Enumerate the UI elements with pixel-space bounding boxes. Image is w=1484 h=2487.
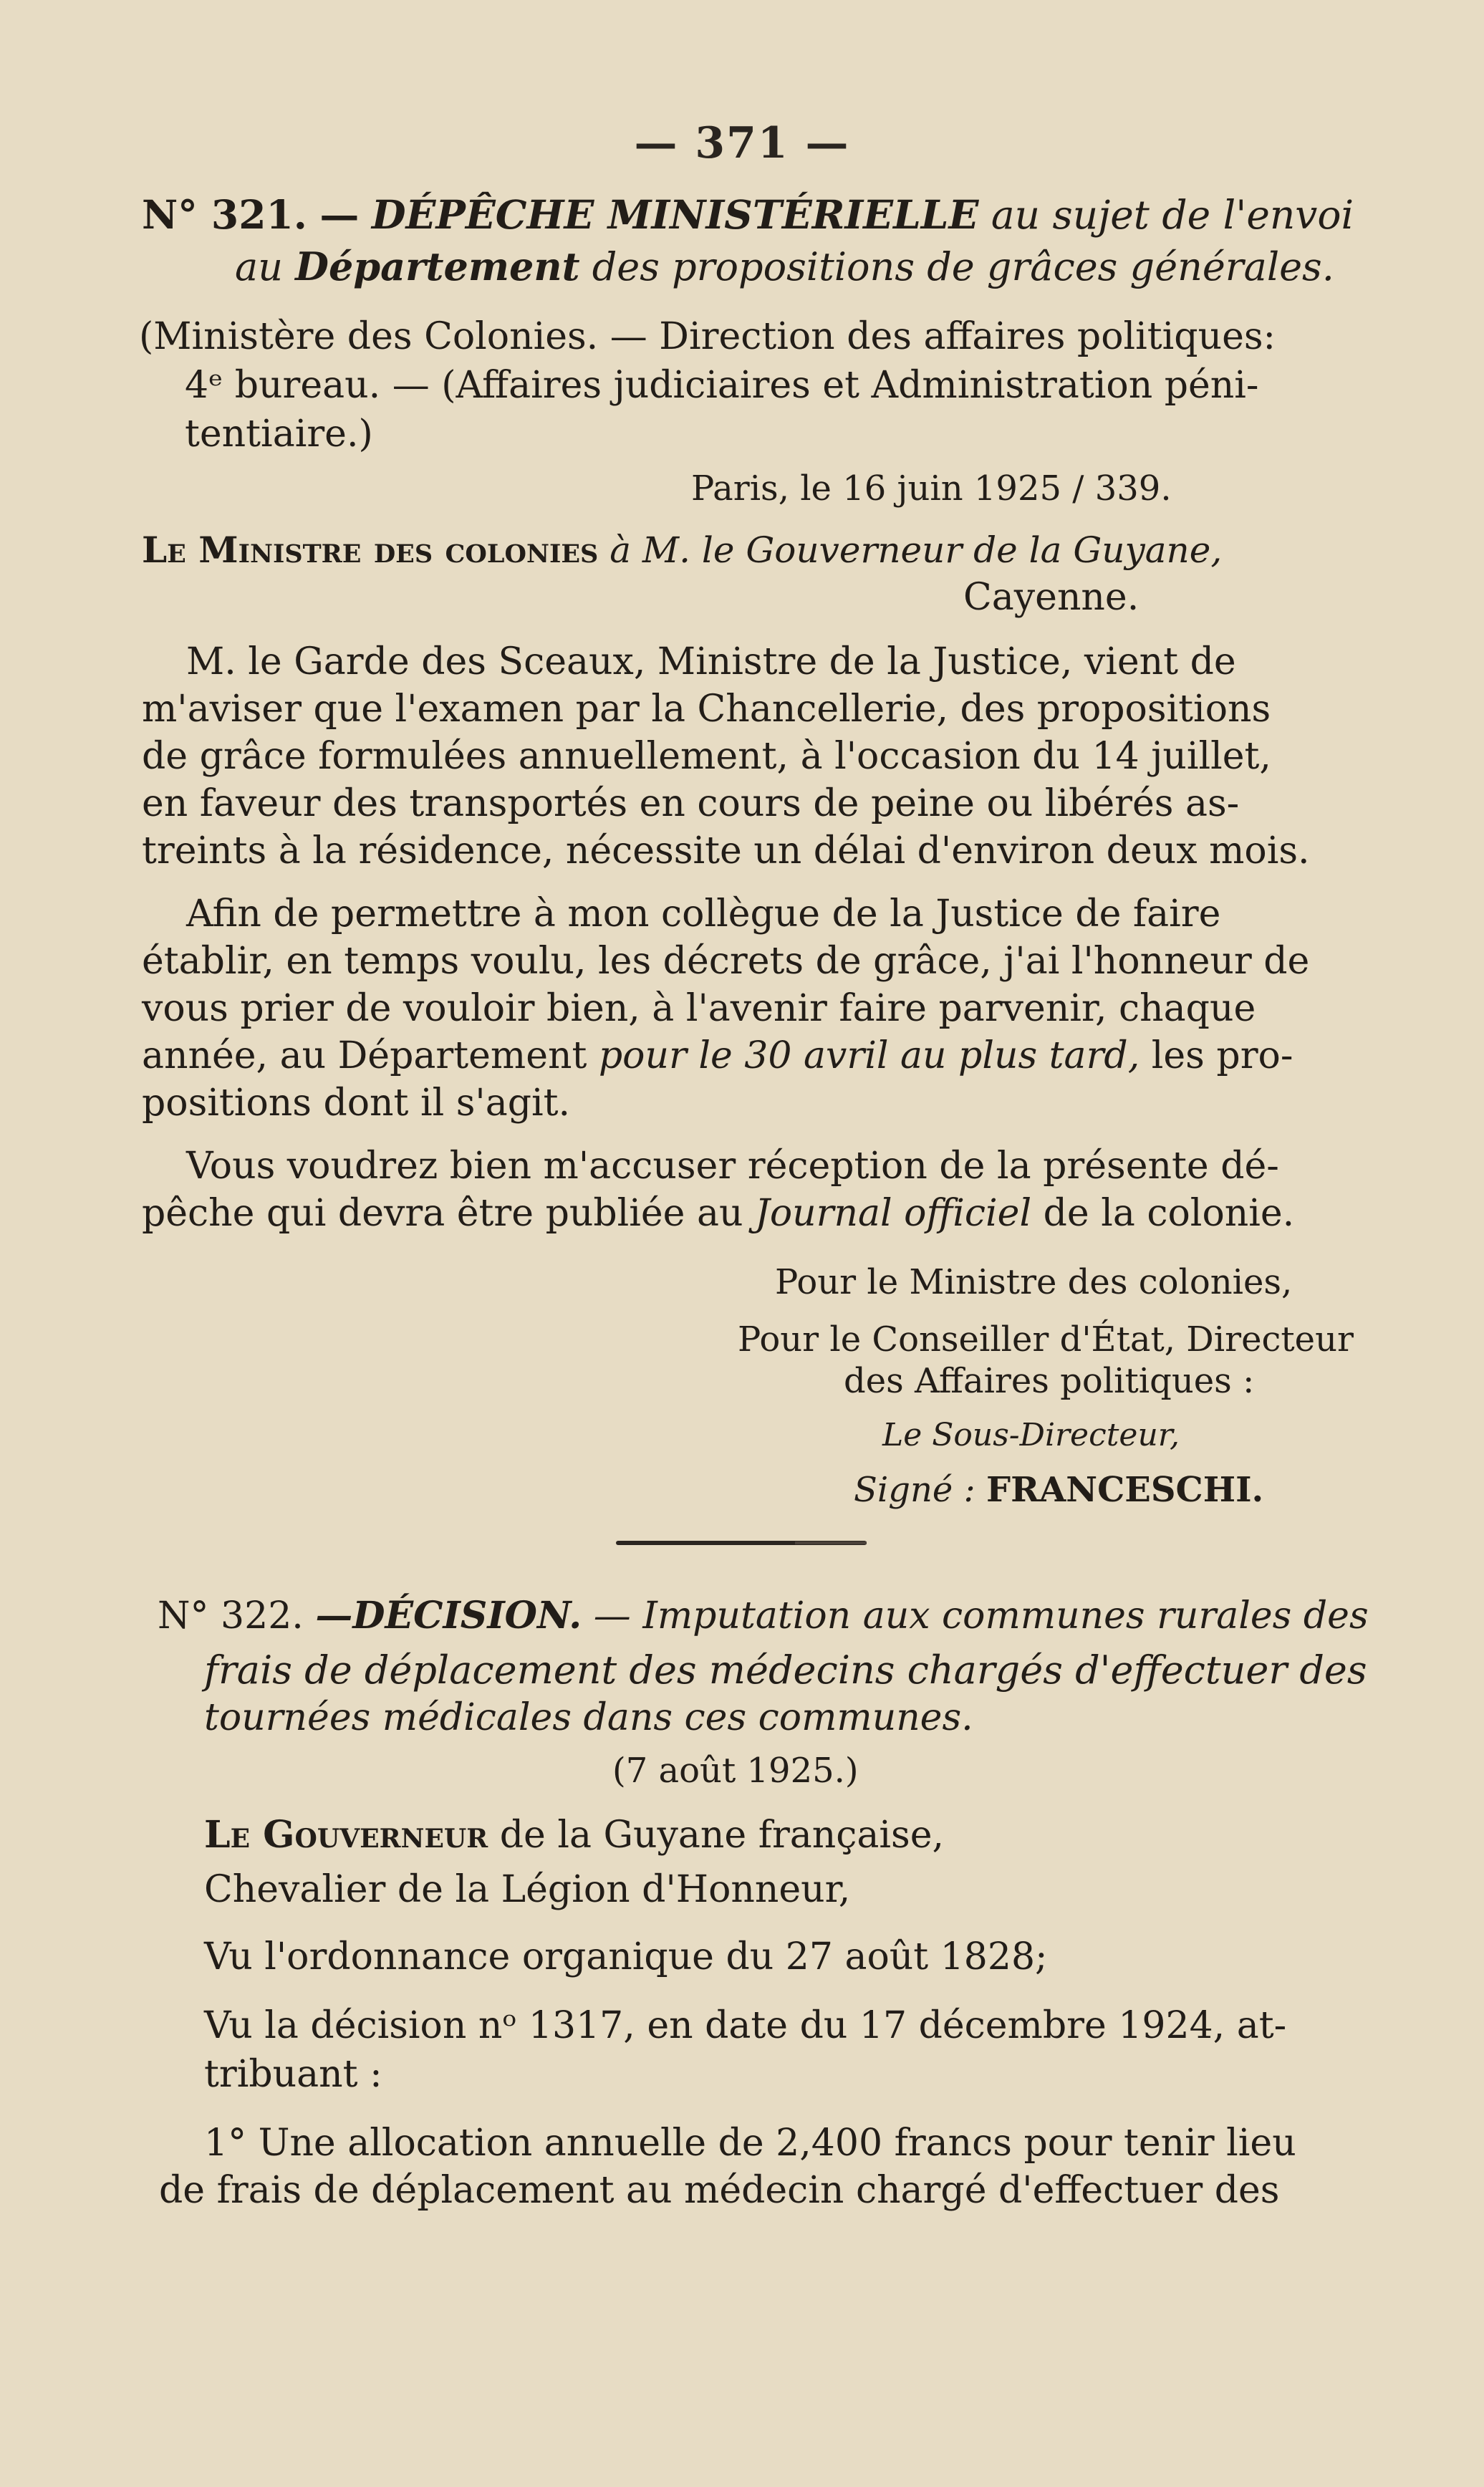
doc321-address — [142, 527, 1222, 573]
doc322-item1-line2: de frais de déplacement au médecin chargé d'effectuer des — [159, 2169, 1280, 2212]
doc321-signature-line4: Le Sous-Directeur, — [882, 1417, 1180, 1453]
doc322-heading — [158, 1593, 1369, 1639]
doc321-deadline: pour le 30 avril au plus tard, — [598, 1034, 1140, 1077]
doc322-subject-line3: tournées médicales dans ces communes. — [204, 1696, 973, 1739]
doc321-kind: DÉPÊCHE MINISTÉRIELLE — [371, 191, 979, 238]
doc321-p2-line4: année, au Département pour le 30 avril au plus tard, les pro- — [142, 1034, 1293, 1077]
doc321-p2-line5: positions dont il s'agit. — [142, 1082, 571, 1125]
doc321-sender: Le Ministre des colonies — [142, 529, 599, 571]
doc321-subject-line1: au sujet de l'envoi — [991, 192, 1354, 238]
doc321-heading — [142, 192, 1354, 238]
doc321-dash: — — [319, 191, 360, 238]
doc322-subject-line1: — Imputation aux communes rurales des — [593, 1594, 1369, 1637]
doc321-origin-line1: (Ministère des Colonies. — Direction des affaires politiques: — [139, 315, 1276, 358]
doc322-subject-line2: frais de déplacement des médecins chargés d'effectuer des — [204, 1647, 1367, 1693]
doc322-vu-2-line1: Vu la décision nᵒ 1317, en date du 17 décembre 1924, at- — [204, 2004, 1287, 2047]
doc321-city: Cayenne. — [963, 576, 1140, 619]
doc321-p1-line5: treints à la résidence, nécessite un délai d'environ deux mois. — [142, 829, 1310, 872]
doc321-p2-line1: Afin de permettre à mon collègue de la Justice de faire — [186, 893, 1221, 935]
doc321-signature-line5: Signé : FRANCESCHI. — [854, 1470, 1264, 1510]
doc321-journal-officiel: Journal officiel — [755, 1192, 1032, 1235]
doc321-signatory: FRANCESCHI. — [986, 1470, 1264, 1510]
doc321-p2-line2: établir, en temps voulu, les décrets de grâce, j'ai l'honneur de — [142, 940, 1310, 983]
doc321-subject-line2: au Département des propositions de grâces générales. — [235, 244, 1334, 289]
doc321-p1-line1: M. le Garde des Sceaux, Ministre de la Justice, vient de — [186, 640, 1236, 683]
doc321-p2-line3: vous prier de vouloir bien, à l'avenir faire parvenir, chaque — [142, 987, 1256, 1030]
doc321-signature-line2: Pour le Conseiller d'État, Directeur — [738, 1319, 1354, 1360]
doc321-number: N° 321. — [142, 191, 307, 238]
page-number: — 371 — — [634, 118, 850, 168]
section-divider-tail — [795, 1541, 867, 1544]
doc322-item1-line1: 1° Une allocation annuelle de 2,400 francs pour tenir lieu — [204, 2122, 1296, 2165]
doc322-kind: —DÉCISION. — [315, 1594, 582, 1637]
doc322-governor-line1: Le Gouverneur de la Guyane française, — [204, 1813, 945, 1857]
doc321-origin-line2: 4ᵉ bureau. — (Affaires judiciaires et Administration péni- — [185, 364, 1259, 407]
doc322-vu-2-line2: tribuant : — [204, 2053, 382, 2096]
doc321-p1-line2: m'aviser que l'examen par la Chancellerie, des propositions — [142, 688, 1271, 731]
doc321-signature-line3: des Affaires politiques : — [844, 1361, 1255, 1401]
doc321-p1-line4: en faveur des transportés en cours de peine ou libérés as- — [142, 782, 1240, 825]
doc322-date: (7 août 1925.) — [612, 1751, 859, 1791]
doc322-vu-1: Vu l'ordonnance organique du 27 août 1828; — [204, 1935, 1048, 1978]
doc321-signature-line1: Pour le Ministre des colonies, — [775, 1262, 1293, 1302]
doc322-governor-line2: Chevalier de la Légion d'Honneur, — [204, 1868, 851, 1911]
doc321-dateline: Paris, le 16 juin 1925 / 339. — [691, 468, 1172, 509]
doc321-recipient: à M. le Gouverneur de la Guyane, — [610, 529, 1223, 571]
doc321-p3-line1: Vous voudrez bien m'accuser réception de la présente dé- — [186, 1145, 1279, 1188]
doc321-p1-line3: de grâce formulées annuellement, à l'occasion du 14 juillet, — [142, 735, 1271, 778]
doc322-number: N° 322. — [158, 1594, 304, 1637]
doc321-p3-line2: pêche qui devra être publiée au Journal officiel de la colonie. — [142, 1192, 1295, 1235]
doc321-origin-line3: tentiaire.) — [185, 413, 373, 456]
